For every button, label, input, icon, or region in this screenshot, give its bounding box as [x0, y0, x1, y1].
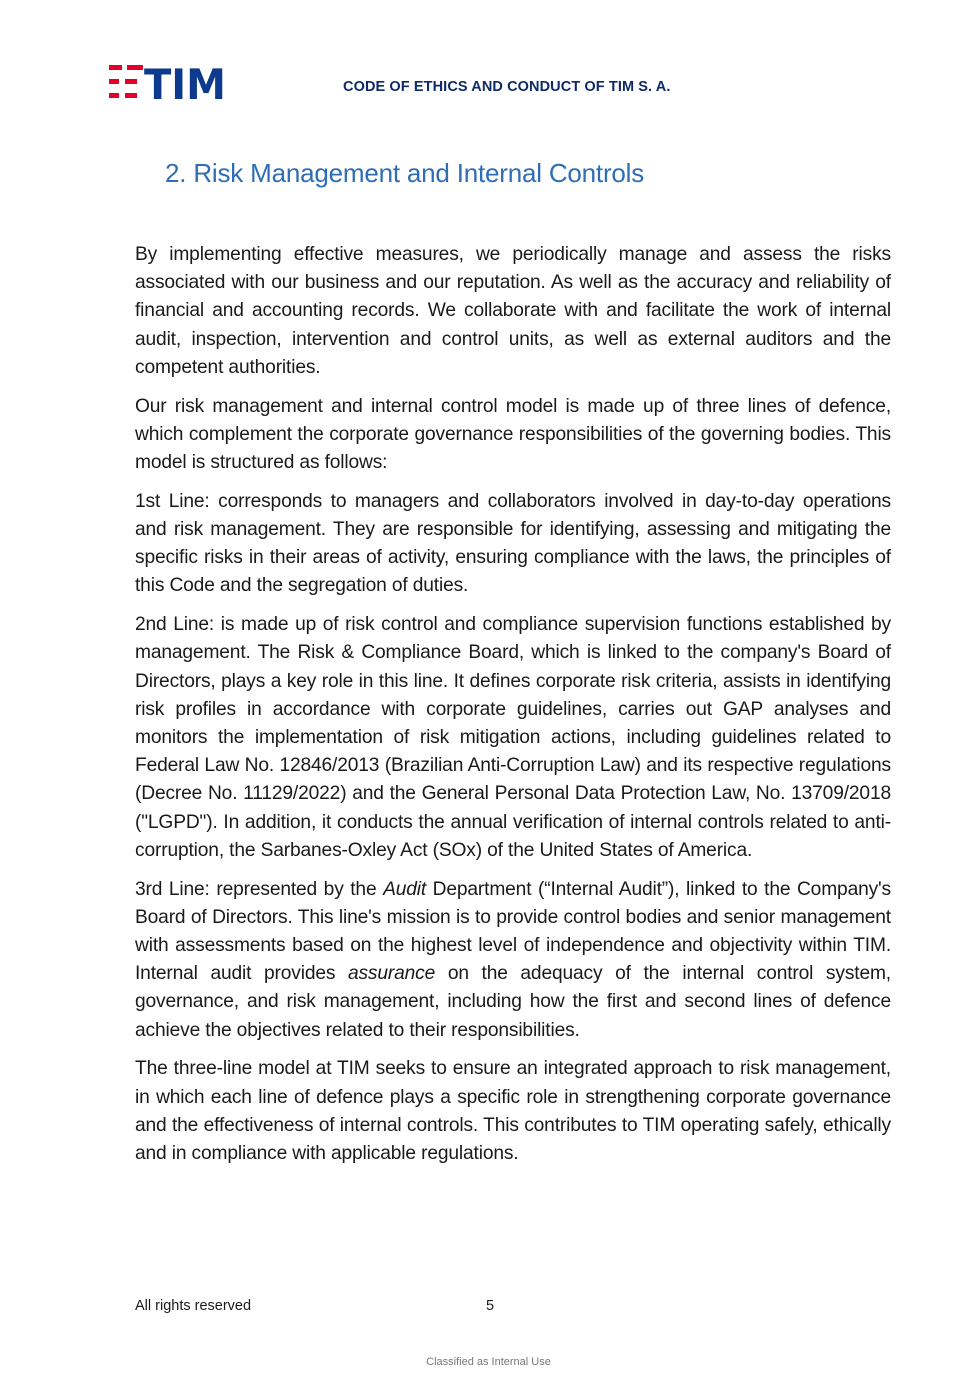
- paragraph-conclusion: The three-line model at TIM seeks to ensure an integrated approach to risk management, in which each line of defence plays a specific role in strengthening corporate governance and the effectiveness of internal controls. This contributes to TIM operating safely, ethically and in compliance with applicable regulations.: [135, 1058, 891, 1165]
- assurance-italic: assurance: [347, 963, 436, 985]
- paragraph-intro: By implementing effective measures, we periodically manage and assess the risks associated with our business and our reputation. As well as the accuracy and reliability of financial and accounting records. We collaborate with and facilitate the work of internal audit, inspection, intervention and control units, as well as external auditors and the competent authorities.: [135, 244, 891, 378]
- tim-logo-graphic: [109, 65, 229, 101]
- document-header-title: CODE OF ETHICS AND CONDUCT OF TIM S. A.: [343, 79, 671, 95]
- paragraph-model: Our risk management and internal control model is made up of three lines of defence, which complement the corporate governance responsibilities of the governing bodies. This model is structured as follows:: [135, 395, 891, 474]
- section-number: 2.: [165, 158, 187, 188]
- section-heading: [165, 158, 644, 189]
- page-number: 5: [486, 1298, 495, 1314]
- paragraph-first-line: 1st Line: corresponds to managers and collaborators involved in day-to-day operations and risk management. They are responsible for identifying, assessing and mitigating the specific risks in their areas of activity, ensuring compliance with the laws, the principles of this Code and the segregation of duties.: [135, 490, 891, 597]
- paragraph-third-line: [135, 876, 891, 1045]
- audit-italic: Audit: [383, 878, 427, 900]
- body-text: [135, 241, 891, 1179]
- p5-part3: on the adequacy of the internal control system, governance, and risk management, including how the first and second lines of defence achieve the objectives related to their responsibilities.: [135, 963, 891, 1041]
- classification-label: Classified as Internal Use: [426, 1356, 551, 1368]
- footer-rights: All rights reserved: [135, 1298, 252, 1314]
- section-title-text: Risk Management and Internal Controls: [193, 158, 645, 188]
- p5-part2: Department (“Internal Audit”), linked to the Company's Board of Directors. This line's mission is to provide control bodies and senior management with assessments based on the highest level of independence and objectivity within TIM. Internal audit provides: [135, 878, 892, 985]
- logo-text: TIM: [144, 65, 226, 101]
- tim-logo: [109, 65, 229, 101]
- p5-part1: 3rd Line: represented by the: [135, 878, 384, 900]
- paragraph-second-line: 2nd Line: is made up of risk control and compliance supervision functions established by management. The Risk & Compliance Board, which is linked to the company's Board of Directors, plays a key role in this line. It defines corporate risk criteria, assists in identifying risk profiles in accordance with corporate guidelines, carries out GAP analyses and monitors the implementation of risk mitigation actions, including guidelines related to Federal Law No. 12846/2013 (Brazilian Anti-Corruption Law) and its respective regulations (Decree No. 11129/2022) and the General Personal Data Protection Law, No. 13709/2018 ("LGPD"). In addition, it conducts the annual verification of internal controls related to anti-corruption, the Sarbanes-Oxley Act (SOx) of the United States of America.: [135, 614, 891, 861]
